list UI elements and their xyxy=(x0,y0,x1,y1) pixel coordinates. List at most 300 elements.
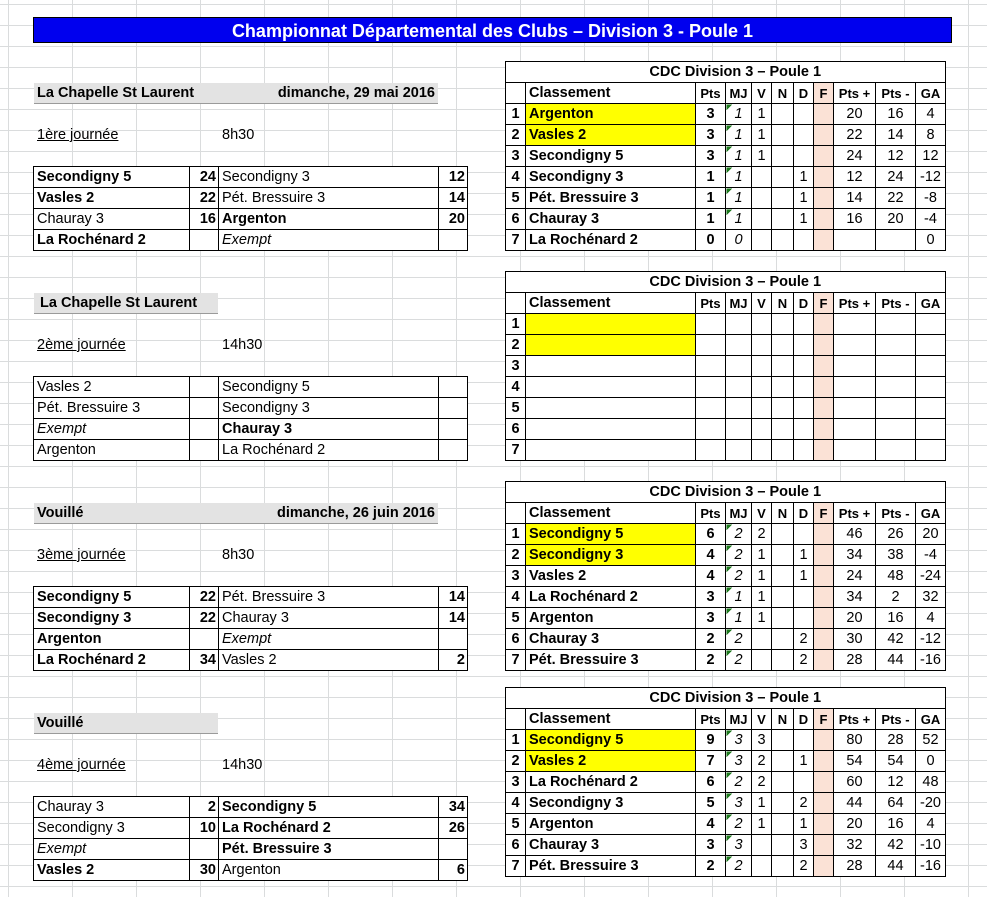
away-score xyxy=(439,839,468,860)
home-team: Exempt xyxy=(34,419,190,440)
standings-row xyxy=(506,125,946,146)
away-team: Pét. Bressuire 3 xyxy=(219,839,439,860)
home-score: 10 xyxy=(190,818,219,839)
cell-d xyxy=(794,524,814,545)
home-team: Argenton xyxy=(34,629,190,650)
points-cell: 3 xyxy=(696,125,726,146)
home-score: 34 xyxy=(190,650,219,671)
team-cell: Pét. Bressuire 3 xyxy=(526,650,696,671)
match-row xyxy=(34,797,468,818)
cell-pm: 14 xyxy=(876,125,916,146)
cell-pp: 28 xyxy=(834,650,876,671)
cell-f xyxy=(814,629,834,650)
cell-n xyxy=(772,188,794,209)
cell-f xyxy=(814,793,834,814)
home-team: Argenton xyxy=(34,440,190,461)
team-cell: Chauray 3 xyxy=(526,629,696,650)
cell-n xyxy=(772,730,794,751)
cell-v xyxy=(752,629,772,650)
cell-v xyxy=(752,209,772,230)
away-score xyxy=(439,629,468,650)
cell-v: 2 xyxy=(752,524,772,545)
cell-pm: 54 xyxy=(876,751,916,772)
played-cell: 2 xyxy=(726,545,752,566)
played-cell: 0 xyxy=(726,230,752,251)
team-cell: La Rochénard 2 xyxy=(526,230,696,251)
cell-ga xyxy=(916,377,946,398)
team-cell xyxy=(526,419,696,440)
cell-ga: 52 xyxy=(916,730,946,751)
cell-d xyxy=(794,125,814,146)
cell-pp xyxy=(834,440,876,461)
team-cell: Secondigny 5 xyxy=(526,730,696,751)
away-team: Argenton xyxy=(219,860,439,881)
cell-d xyxy=(794,398,814,419)
cell-n xyxy=(772,629,794,650)
cell-pm: 44 xyxy=(876,856,916,877)
cell-v xyxy=(752,335,772,356)
away-team: Secondigny 5 xyxy=(219,377,439,398)
standings-row xyxy=(506,146,946,167)
cell-v: 1 xyxy=(752,608,772,629)
caption-spacer xyxy=(506,62,526,83)
header-pts-plus: Pts + xyxy=(834,709,876,730)
points-cell xyxy=(696,335,726,356)
cell-ga: -12 xyxy=(916,629,946,650)
played-cell: 3 xyxy=(726,835,752,856)
cell-pp xyxy=(834,230,876,251)
away-score: 20 xyxy=(439,209,468,230)
away-score xyxy=(439,377,468,398)
cell-pm: 12 xyxy=(876,772,916,793)
rank-cell: 5 xyxy=(506,398,526,419)
cell-pm: 24 xyxy=(876,167,916,188)
away-team: Secondigny 5 xyxy=(219,797,439,818)
match-row xyxy=(34,209,468,230)
cell-n xyxy=(772,772,794,793)
cell-v: 1 xyxy=(752,146,772,167)
cell-n xyxy=(772,104,794,125)
standings-row xyxy=(506,608,946,629)
played-cell: 1 xyxy=(726,125,752,146)
cell-pp xyxy=(834,314,876,335)
rank-cell: 1 xyxy=(506,524,526,545)
cell-f xyxy=(814,566,834,587)
cell-pm: 20 xyxy=(876,209,916,230)
header-pts-minus: Pts - xyxy=(876,293,916,314)
cell-d xyxy=(794,104,814,125)
cell-v: 2 xyxy=(752,751,772,772)
header-pts-minus: Pts - xyxy=(876,503,916,524)
match-row xyxy=(34,230,468,251)
header-pts: Pts xyxy=(696,709,726,730)
cell-d xyxy=(794,230,814,251)
standings-caption: CDC Division 3 – Poule 1 xyxy=(526,272,946,293)
standings-table xyxy=(505,481,946,671)
header-pts-minus: Pts - xyxy=(876,83,916,104)
played-cell: 1 xyxy=(726,608,752,629)
cell-f xyxy=(814,398,834,419)
away-score: 14 xyxy=(439,188,468,209)
match-row xyxy=(34,398,468,419)
header-classement: Classement xyxy=(526,83,696,104)
team-cell: Vasles 2 xyxy=(526,566,696,587)
away-team: Pét. Bressuire 3 xyxy=(219,188,439,209)
rank-cell: 5 xyxy=(506,814,526,835)
header-spacer xyxy=(506,83,526,104)
header-f: F xyxy=(814,709,834,730)
played-cell xyxy=(726,314,752,335)
cell-d xyxy=(794,730,814,751)
header-mj: MJ xyxy=(726,709,752,730)
rank-cell: 4 xyxy=(506,793,526,814)
header-f: F xyxy=(814,293,834,314)
cell-d xyxy=(794,772,814,793)
cell-n xyxy=(772,587,794,608)
cell-f xyxy=(814,230,834,251)
cell-n xyxy=(772,377,794,398)
cell-pm: 42 xyxy=(876,835,916,856)
cell-f xyxy=(814,167,834,188)
rank-cell: 6 xyxy=(506,835,526,856)
cell-ga: -8 xyxy=(916,188,946,209)
played-cell: 1 xyxy=(726,209,752,230)
cell-ga: 12 xyxy=(916,146,946,167)
away-team: Argenton xyxy=(219,209,439,230)
team-cell: Secondigny 5 xyxy=(526,146,696,167)
team-cell: Secondigny 3 xyxy=(526,167,696,188)
away-team: Chauray 3 xyxy=(219,419,439,440)
cell-pm: 16 xyxy=(876,104,916,125)
cell-pp: 12 xyxy=(834,167,876,188)
home-score: 22 xyxy=(190,608,219,629)
away-score: 14 xyxy=(439,608,468,629)
match-row xyxy=(34,419,468,440)
cell-pm: 22 xyxy=(876,188,916,209)
away-team: Pét. Bressuire 3 xyxy=(219,587,439,608)
cell-d xyxy=(794,440,814,461)
rank-cell: 1 xyxy=(506,730,526,751)
home-team: Vasles 2 xyxy=(34,377,190,398)
rank-cell: 4 xyxy=(506,587,526,608)
home-team: La Rochénard 2 xyxy=(34,230,190,251)
points-cell: 9 xyxy=(696,730,726,751)
header-f: F xyxy=(814,83,834,104)
points-cell: 6 xyxy=(696,524,726,545)
start-time: 8h30 xyxy=(222,127,255,143)
cell-d: 2 xyxy=(794,856,814,877)
cell-pp: 22 xyxy=(834,125,876,146)
cell-n xyxy=(772,125,794,146)
header-n: N xyxy=(772,83,794,104)
team-cell xyxy=(526,335,696,356)
cell-ga: 4 xyxy=(916,104,946,125)
cell-pm: 44 xyxy=(876,650,916,671)
header-pts: Pts xyxy=(696,293,726,314)
rank-cell: 7 xyxy=(506,440,526,461)
standings-table xyxy=(505,687,946,877)
cell-n xyxy=(772,566,794,587)
away-team: Chauray 3 xyxy=(219,608,439,629)
standings-row xyxy=(506,545,946,566)
home-team: Exempt xyxy=(34,839,190,860)
played-cell xyxy=(726,377,752,398)
points-cell: 1 xyxy=(696,167,726,188)
match-row xyxy=(34,608,468,629)
header-ga: GA xyxy=(916,293,946,314)
match-row xyxy=(34,440,468,461)
match-row xyxy=(34,818,468,839)
rank-cell: 2 xyxy=(506,545,526,566)
team-cell xyxy=(526,377,696,398)
rank-cell: 4 xyxy=(506,167,526,188)
header-d: D xyxy=(794,83,814,104)
header-spacer xyxy=(506,293,526,314)
cell-pp: 60 xyxy=(834,772,876,793)
team-cell: Vasles 2 xyxy=(526,751,696,772)
home-score xyxy=(190,629,219,650)
cell-pp: 30 xyxy=(834,629,876,650)
header-n: N xyxy=(772,503,794,524)
points-cell: 1 xyxy=(696,188,726,209)
cell-ga: 0 xyxy=(916,230,946,251)
cell-pp xyxy=(834,419,876,440)
cell-pp: 54 xyxy=(834,751,876,772)
played-cell: 1 xyxy=(726,104,752,125)
points-cell xyxy=(696,377,726,398)
match-table xyxy=(33,166,468,251)
standings-row xyxy=(506,377,946,398)
cell-n xyxy=(772,814,794,835)
header-v: V xyxy=(752,503,772,524)
cell-d xyxy=(794,608,814,629)
played-cell xyxy=(726,356,752,377)
cell-pp xyxy=(834,377,876,398)
standings-row xyxy=(506,566,946,587)
cell-v xyxy=(752,398,772,419)
team-cell: Secondigny 3 xyxy=(526,545,696,566)
played-cell: 2 xyxy=(726,629,752,650)
header-f: F xyxy=(814,503,834,524)
cell-pm: 16 xyxy=(876,814,916,835)
cell-n xyxy=(772,314,794,335)
cell-f xyxy=(814,377,834,398)
match-row xyxy=(34,377,468,398)
header-mj: MJ xyxy=(726,293,752,314)
rank-cell: 1 xyxy=(506,104,526,125)
cell-pp xyxy=(834,356,876,377)
away-score: 12 xyxy=(439,167,468,188)
home-score xyxy=(190,230,219,251)
standings-row xyxy=(506,587,946,608)
points-cell xyxy=(696,314,726,335)
home-score: 24 xyxy=(190,167,219,188)
cell-n xyxy=(772,230,794,251)
cell-n xyxy=(772,440,794,461)
cell-v: 1 xyxy=(752,125,772,146)
cell-pp: 80 xyxy=(834,730,876,751)
cell-ga: 8 xyxy=(916,125,946,146)
cell-f xyxy=(814,650,834,671)
match-date: dimanche, 29 mai 2016 xyxy=(277,85,435,101)
cell-pm: 26 xyxy=(876,524,916,545)
cell-pm: 42 xyxy=(876,629,916,650)
cell-ga: 4 xyxy=(916,608,946,629)
away-score: 2 xyxy=(439,650,468,671)
venue-label: Vouillé xyxy=(34,713,218,734)
cell-f xyxy=(814,440,834,461)
cell-n xyxy=(772,167,794,188)
played-cell: 2 xyxy=(726,650,752,671)
header-spacer xyxy=(506,709,526,730)
away-score xyxy=(439,230,468,251)
cell-f xyxy=(814,104,834,125)
cell-pm xyxy=(876,356,916,377)
cell-v xyxy=(752,188,772,209)
venue-label: La Chapelle St Laurent xyxy=(34,293,218,314)
cell-pm: 2 xyxy=(876,587,916,608)
points-cell: 6 xyxy=(696,772,726,793)
cell-ga: -16 xyxy=(916,650,946,671)
cell-n xyxy=(772,524,794,545)
rank-cell: 6 xyxy=(506,209,526,230)
cell-d: 1 xyxy=(794,188,814,209)
header-spacer xyxy=(506,503,526,524)
cell-v: 3 xyxy=(752,730,772,751)
home-score xyxy=(190,398,219,419)
match-row xyxy=(34,188,468,209)
played-cell: 1 xyxy=(726,167,752,188)
standings-caption: CDC Division 3 – Poule 1 xyxy=(526,62,946,83)
cell-pp xyxy=(834,335,876,356)
match-row xyxy=(34,587,468,608)
rank-cell: 4 xyxy=(506,377,526,398)
header-d: D xyxy=(794,709,814,730)
match-table xyxy=(33,376,468,461)
away-team: Exempt xyxy=(219,629,439,650)
cell-v xyxy=(752,856,772,877)
points-cell xyxy=(696,356,726,377)
rank-cell: 2 xyxy=(506,335,526,356)
played-cell xyxy=(726,419,752,440)
standings-caption: CDC Division 3 – Poule 1 xyxy=(526,688,946,709)
played-cell: 2 xyxy=(726,814,752,835)
header-classement: Classement xyxy=(526,293,696,314)
cell-v: 1 xyxy=(752,587,772,608)
team-cell: Secondigny 3 xyxy=(526,793,696,814)
team-cell: Chauray 3 xyxy=(526,209,696,230)
away-score: 6 xyxy=(439,860,468,881)
home-score: 22 xyxy=(190,188,219,209)
team-cell: Argenton xyxy=(526,608,696,629)
played-cell: 2 xyxy=(726,566,752,587)
home-team: Pét. Bressuire 3 xyxy=(34,398,190,419)
home-score xyxy=(190,440,219,461)
cell-d: 1 xyxy=(794,566,814,587)
points-cell: 5 xyxy=(696,793,726,814)
cell-ga: 0 xyxy=(916,751,946,772)
standings-row xyxy=(506,650,946,671)
cell-n xyxy=(772,751,794,772)
points-cell: 2 xyxy=(696,629,726,650)
standings-row xyxy=(506,104,946,125)
cell-d: 2 xyxy=(794,629,814,650)
cell-d xyxy=(794,356,814,377)
rank-cell: 3 xyxy=(506,146,526,167)
cell-f xyxy=(814,146,834,167)
cell-n xyxy=(772,419,794,440)
cell-pp: 14 xyxy=(834,188,876,209)
cell-n xyxy=(772,793,794,814)
cell-pm xyxy=(876,398,916,419)
cell-d xyxy=(794,335,814,356)
rank-cell: 3 xyxy=(506,356,526,377)
cell-d: 2 xyxy=(794,793,814,814)
match-date: dimanche, 26 juin 2016 xyxy=(277,505,435,521)
points-cell: 3 xyxy=(696,835,726,856)
match-row xyxy=(34,860,468,881)
home-team: Secondigny 5 xyxy=(34,587,190,608)
away-team: Secondigny 3 xyxy=(219,167,439,188)
standings-row xyxy=(506,772,946,793)
team-cell: Pét. Bressuire 3 xyxy=(526,856,696,877)
standings-row xyxy=(506,188,946,209)
cell-v xyxy=(752,377,772,398)
cell-f xyxy=(814,419,834,440)
header-ga: GA xyxy=(916,503,946,524)
header-d: D xyxy=(794,293,814,314)
home-score: 22 xyxy=(190,587,219,608)
team-cell xyxy=(526,398,696,419)
cell-d xyxy=(794,377,814,398)
cell-ga: -10 xyxy=(916,835,946,856)
header-pts-plus: Pts + xyxy=(834,83,876,104)
cell-pm: 12 xyxy=(876,146,916,167)
caption-spacer xyxy=(506,272,526,293)
played-cell xyxy=(726,335,752,356)
cell-d: 2 xyxy=(794,650,814,671)
cell-d: 1 xyxy=(794,209,814,230)
standings-row xyxy=(506,335,946,356)
cell-n xyxy=(772,835,794,856)
cell-f xyxy=(814,730,834,751)
points-cell: 4 xyxy=(696,814,726,835)
cell-ga xyxy=(916,314,946,335)
cell-pp: 20 xyxy=(834,104,876,125)
cell-pm xyxy=(876,335,916,356)
rank-cell: 6 xyxy=(506,419,526,440)
home-team: Vasles 2 xyxy=(34,188,190,209)
cell-v: 2 xyxy=(752,772,772,793)
team-cell xyxy=(526,356,696,377)
cell-f xyxy=(814,314,834,335)
cell-f xyxy=(814,772,834,793)
rank-cell: 2 xyxy=(506,125,526,146)
standings-row xyxy=(506,356,946,377)
played-cell: 3 xyxy=(726,751,752,772)
away-team: La Rochénard 2 xyxy=(219,440,439,461)
played-cell: 3 xyxy=(726,730,752,751)
start-time: 8h30 xyxy=(222,547,255,563)
cell-pp: 44 xyxy=(834,793,876,814)
caption-spacer xyxy=(506,688,526,709)
played-cell: 1 xyxy=(726,188,752,209)
standings-row xyxy=(506,629,946,650)
header-ga: GA xyxy=(916,83,946,104)
standings-row xyxy=(506,835,946,856)
journee-label: 1ère journée xyxy=(37,127,119,143)
cell-ga: 32 xyxy=(916,587,946,608)
